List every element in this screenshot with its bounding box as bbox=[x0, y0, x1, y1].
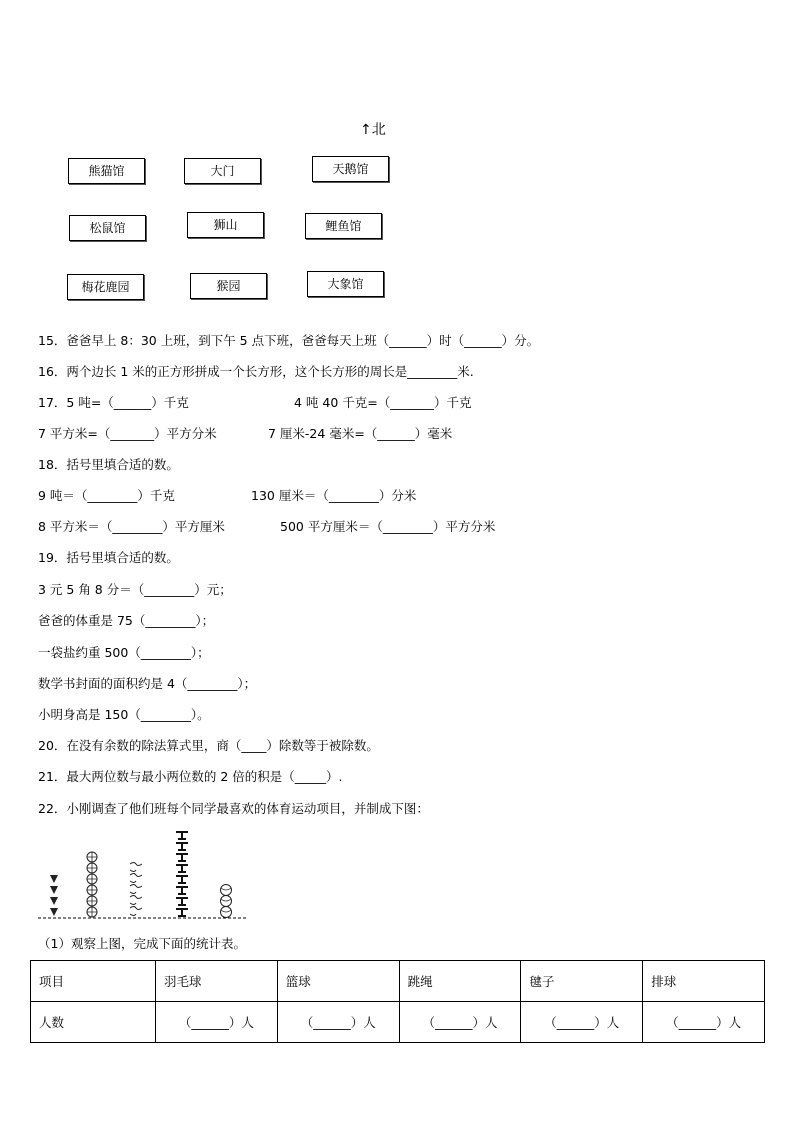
shuttlecock-icon bbox=[50, 875, 58, 883]
answer-blank[interactable]: （______）人 bbox=[156, 1002, 278, 1043]
jianzi-icon bbox=[176, 898, 188, 905]
volleyball-icon bbox=[221, 885, 232, 896]
stats-table bbox=[30, 960, 765, 1043]
table-row-label: 人数 bbox=[31, 1002, 156, 1043]
table-header-cell: 毽子 bbox=[521, 961, 643, 1002]
question-18c: 8 平方米＝（________）平方厘米 bbox=[38, 519, 225, 534]
map-place-swan: 天鹅馆 bbox=[312, 156, 389, 182]
table-row bbox=[31, 1002, 765, 1043]
basketball-icon bbox=[87, 896, 97, 906]
jianzi-icon bbox=[176, 887, 188, 894]
question-18: 18．括号里填合适的数。 bbox=[38, 457, 179, 472]
table-header-cell: 排球 bbox=[643, 961, 765, 1002]
shuttlecock-icon bbox=[50, 908, 58, 916]
question-19b: 爸爸的体重是 75（________）； bbox=[38, 613, 215, 628]
question-17a: 17．5 吨=（______）千克 bbox=[38, 395, 189, 410]
jianzi-icon bbox=[176, 854, 188, 861]
jump-rope-icon bbox=[130, 863, 142, 872]
table-header-row bbox=[31, 961, 765, 1002]
question-18b: 130 厘米＝（________）分米 bbox=[251, 488, 417, 503]
question-19c: 一袋盐约重 500（________）； bbox=[38, 645, 210, 660]
jianzi-icon bbox=[176, 832, 188, 839]
jump-rope-icon bbox=[130, 874, 142, 883]
map-place-gate: 大门 bbox=[184, 158, 261, 184]
jianzi-icon bbox=[176, 865, 188, 872]
map-place-monkey: 猴园 bbox=[190, 273, 267, 299]
table-header-cell: 篮球 bbox=[277, 961, 399, 1002]
question-20: 20．在没有余数的除法算式里，商（____）除数等于被除数。 bbox=[38, 738, 379, 753]
shuttlecock-icon bbox=[50, 897, 58, 905]
map-place-carp: 鲤鱼馆 bbox=[305, 213, 382, 239]
answer-blank[interactable]: （______）人 bbox=[643, 1002, 765, 1043]
basketball-icon bbox=[87, 874, 97, 884]
map-place-lion: 狮山 bbox=[187, 212, 264, 238]
shuttlecock-icon bbox=[50, 886, 58, 894]
jump-rope-icon bbox=[130, 907, 142, 916]
map-place-deer: 梅花鹿园 bbox=[67, 274, 144, 300]
table-header-cell: 项目 bbox=[31, 961, 156, 1002]
question-15: 15．爸爸早上 8：30 上班，到下午 5 点下班，爸爸每天上班（______）时（______）分。 bbox=[38, 333, 540, 348]
answer-blank[interactable]: （______）人 bbox=[277, 1002, 399, 1043]
pictograph bbox=[36, 826, 256, 922]
question-19e: 小明身高是 150（________）。 bbox=[38, 707, 210, 722]
question-17c: 7 平方米=（_______）平方分米 bbox=[38, 426, 217, 441]
jianzi-icon bbox=[176, 909, 188, 916]
map-place-elephant: 大象馆 bbox=[307, 271, 384, 297]
basketball-icon bbox=[87, 852, 97, 862]
jianzi-icon bbox=[176, 876, 188, 883]
question-19a: 3 元 5 角 8 分＝（________）元； bbox=[38, 582, 232, 597]
basketball-icon bbox=[87, 863, 97, 873]
question-18d: 500 平方厘米＝（________）平方分米 bbox=[280, 519, 496, 534]
answer-blank[interactable]: （______）人 bbox=[399, 1002, 521, 1043]
answer-blank[interactable]: （______）人 bbox=[521, 1002, 643, 1043]
question-21: 21．最大两位数与最小两位数的 2 倍的积是（_____）. bbox=[38, 769, 343, 784]
question-18a: 9 吨＝（________）千克 bbox=[38, 488, 175, 503]
table-header-cell: 跳绳 bbox=[399, 961, 521, 1002]
map-place-panda: 熊猫馆 bbox=[68, 158, 145, 184]
table-header-cell: 羽毛球 bbox=[156, 961, 278, 1002]
question-17d: 7 厘米-24 毫米=（______）毫米 bbox=[268, 426, 453, 441]
jianzi-icon bbox=[176, 843, 188, 850]
basketball-icon bbox=[87, 907, 97, 917]
north-indicator: ↑北 bbox=[360, 122, 386, 138]
question-17b: 4 吨 40 千克=（_______）千克 bbox=[294, 395, 472, 410]
question-19d: 数学书封面的面积约是 4（________）； bbox=[38, 676, 257, 691]
basketball-icon bbox=[87, 885, 97, 895]
map-place-squirrel: 松鼠馆 bbox=[69, 215, 146, 241]
question-22: 22．小刚调查了他们班每个同学最喜欢的体育运动项目，并制成下图： bbox=[38, 801, 429, 816]
volleyball-icon bbox=[221, 896, 232, 907]
volleyball-icon bbox=[221, 907, 232, 918]
question-16: 16．两个边长 1 米的正方形拼成一个长方形，这个长方形的周长是________米. bbox=[38, 364, 474, 379]
question-22-1: （1）观察上图，完成下面的统计表。 bbox=[38, 936, 246, 951]
jump-rope-icon bbox=[130, 885, 142, 894]
jump-rope-icon bbox=[130, 896, 142, 905]
question-19: 19．括号里填合适的数。 bbox=[38, 550, 179, 565]
